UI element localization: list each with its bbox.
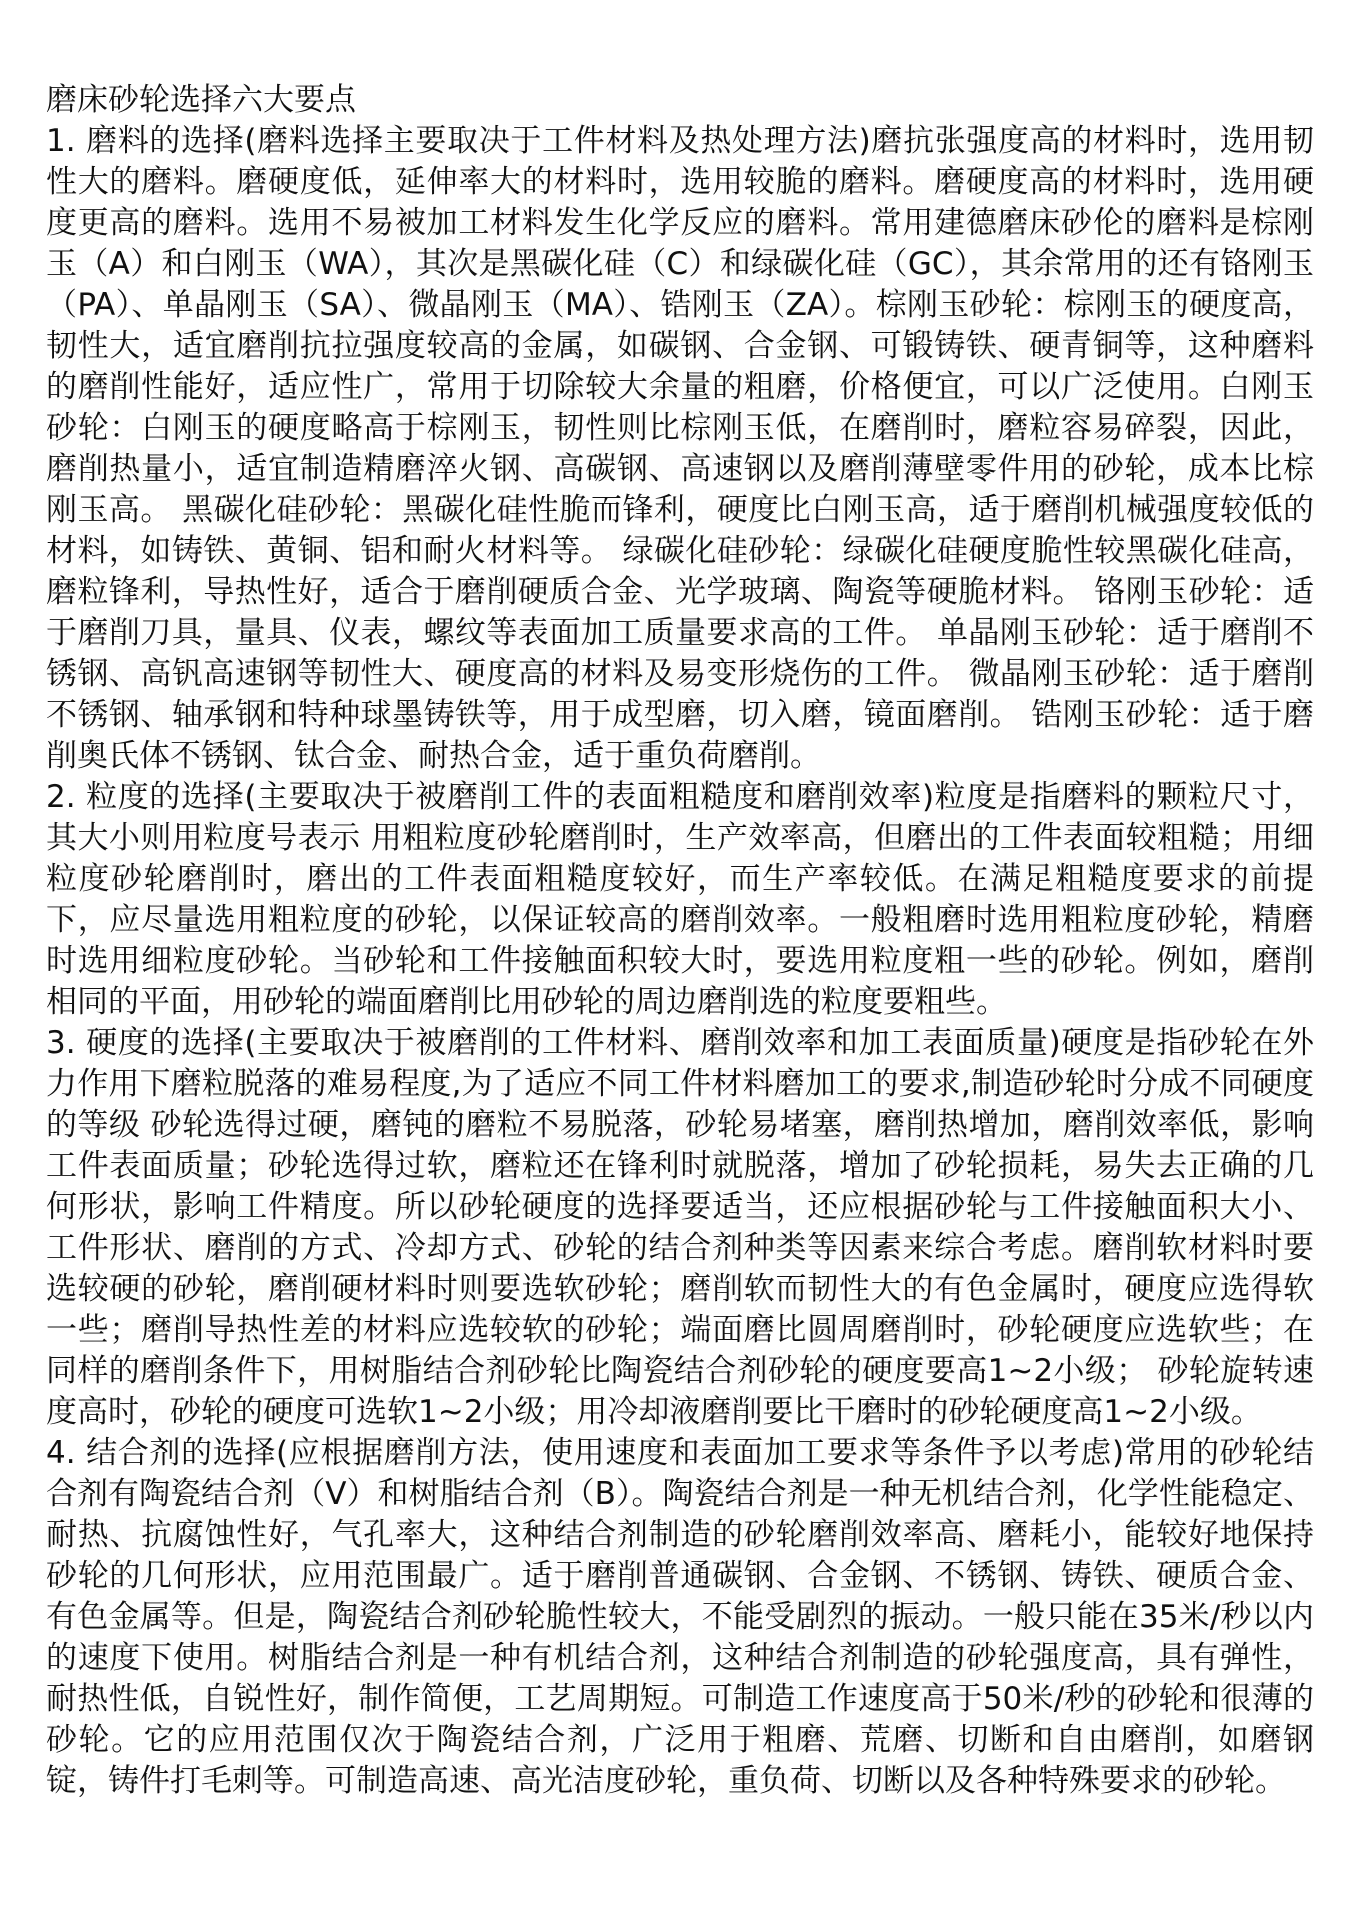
- section-bond: 4. 结合剂的选择(应根据磨削方法，使用速度和表面加工要求等条件予以考虑)常用的砂轮结合剂有陶瓷结合剂（V）和树脂结合剂（B）。陶瓷结合剂是一种无机结合剂，化学性能稳定、耐热、抗腐蚀性好，气孔率大，这种结合剂制造的砂轮磨削效率高、磨耗小，能较好地保持砂轮的几何形状，应用范围最广。适于磨削普通碳钢、合金钢、不锈钢、铸铁、硬质合金、有色金属等。但是，陶瓷结合剂砂轮脆性较大，不能受剧烈的振动。一般只能在35米/秒以内的速度下使用。树脂结合剂是一种有机结合剂，这种结合剂制造的砂轮强度高，具有弹性，耐热性低，自锐性好，制作简便，工艺周期短。可制造工作速度高于50米/秒的砂轮和很薄的砂轮。它的应用范围仅次于陶瓷结合剂，广泛用于粗磨、荒磨、切断和自由磨削，如磨钢锭，铸件打毛刺等。可制造高速、高光洁度砂轮，重负荷、切断以及各种特殊要求的砂轮。: [46, 1435, 1314, 1799]
- section-abrasive: 1. 磨料的选择(磨料选择主要取决于工件材料及热处理方法)磨抗张强度高的材料时，选用韧性大的磨料。磨硬度低，延伸率大的材料时，选用较脆的磨料。磨硬度高的材料时，选用硬度更高的磨料。选用不易被加工材料发生化学反应的磨料。常用建德磨床砂伦的磨料是棕刚玉（A）和白刚玉（WA），其次是黑碳化硅（C）和绿碳化硅（GC），其余常用的还有铬刚玉（PA）、单晶刚玉（SA）、微晶刚玉（MA）、锆刚玉（ZA）。棕刚玉砂轮：棕刚玉的硬度高，韧性大，适宜磨削抗拉强度较高的金属，如碳钢、合金钢、可锻铸铁、硬青铜等，这种磨料的磨削性能好，适应性广，常用于切除较大余量的粗磨，价格便宜，可以广泛使用。白刚玉砂轮：白刚玉的硬度略高于棕刚玉，韧性则比棕刚玉低，在磨削时，磨粒容易碎裂，因此，磨削热量小，适宜制造精磨淬火钢、高碳钢、高速钢以及磨削薄壁零件用的砂轮，成本比棕刚玉高。 黑碳化硅砂轮：黑碳化硅性脆而锋利，硬度比白刚玉高，适于磨削机械强度较低的材料，如铸铁、黄铜、铝和耐火材料等。 绿碳化硅砂轮：绿碳化硅硬度脆性较黑碳化硅高，磨粒锋利，导热性好，适合于磨削硬质合金、光学玻璃、陶瓷等硬脆材料。 铬刚玉砂轮：适于磨削刀具，量具、仪表，螺纹等表面加工质量要求高的工件。 单晶刚玉砂轮：适于磨削不锈钢、高钒高速钢等韧性大、硬度高的材料及易变形烧伤的工件。 微晶刚玉砂轮：适于磨削不锈钢、轴承钢和特种球墨铸铁等，用于成型磨，切入磨，镜面磨削。 锆刚玉砂轮：适于磨削奥氏体不锈钢、钛合金、耐热合金，适于重负荷磨削。: [46, 123, 1314, 774]
- document-body: [46, 80, 1314, 1802]
- section-grit-size: 2. 粒度的选择(主要取决于被磨削工件的表面粗糙度和磨削效率)粒度是指磨料的颗粒尺寸，其大小则用粒度号表示 用粗粒度砂轮磨削时，生产效率高，但磨出的工件表面较粗糙；用细粒度砂轮磨削时，磨出的工件表面粗糙度较好，而生产率较低。在满足粗糙度要求的前提下，应尽量选用粗粒度的砂轮，以保证较高的磨削效率。一般粗磨时选用粗粒度砂轮，精磨时选用细粒度砂轮。当砂轮和工件接触面积较大时，要选用粒度粗一些的砂轮。例如，磨削相同的平面，用砂轮的端面磨削比用砂轮的周边磨削选的粒度要粗些。: [46, 779, 1314, 1020]
- section-hardness: 3. 硬度的选择(主要取决于被磨削的工件材料、磨削效率和加工表面质量)硬度是指砂轮在外力作用下磨粒脱落的难易程度,为了适应不同工件材料磨加工的要求,制造砂轮时分成不同硬度的等级 砂轮选得过硬，磨钝的磨粒不易脱落，砂轮易堵塞，磨削热增加，磨削效率低，影响工件表面质量；砂轮选得过软，磨粒还在锋利时就脱落，增加了砂轮损耗，易失去正确的几何形状，影响工件精度。所以砂轮硬度的选择要适当，还应根据砂轮与工件接触面积大小、工件形状、磨削的方式、冷却方式、砂轮的结合剂种类等因素来综合考虑。磨削软材料时要选较硬的砂轮，磨削硬材料时则要选软砂轮；磨削软而韧性大的有色金属时，硬度应选得软一些；磨削导热性差的材料应选较软的砂轮；端面磨比圆周磨削时，砂轮硬度应选软些；在同样的磨削条件下，用树脂结合剂砂轮比陶瓷结合剂砂轮的硬度要高1~2小级； 砂轮旋转速度高时，砂轮的硬度可选软1~2小级；用冷却液磨削要比干磨时的砂轮硬度高1~2小级。: [46, 1025, 1314, 1430]
- document-title: 磨床砂轮选择六大要点: [46, 82, 356, 118]
